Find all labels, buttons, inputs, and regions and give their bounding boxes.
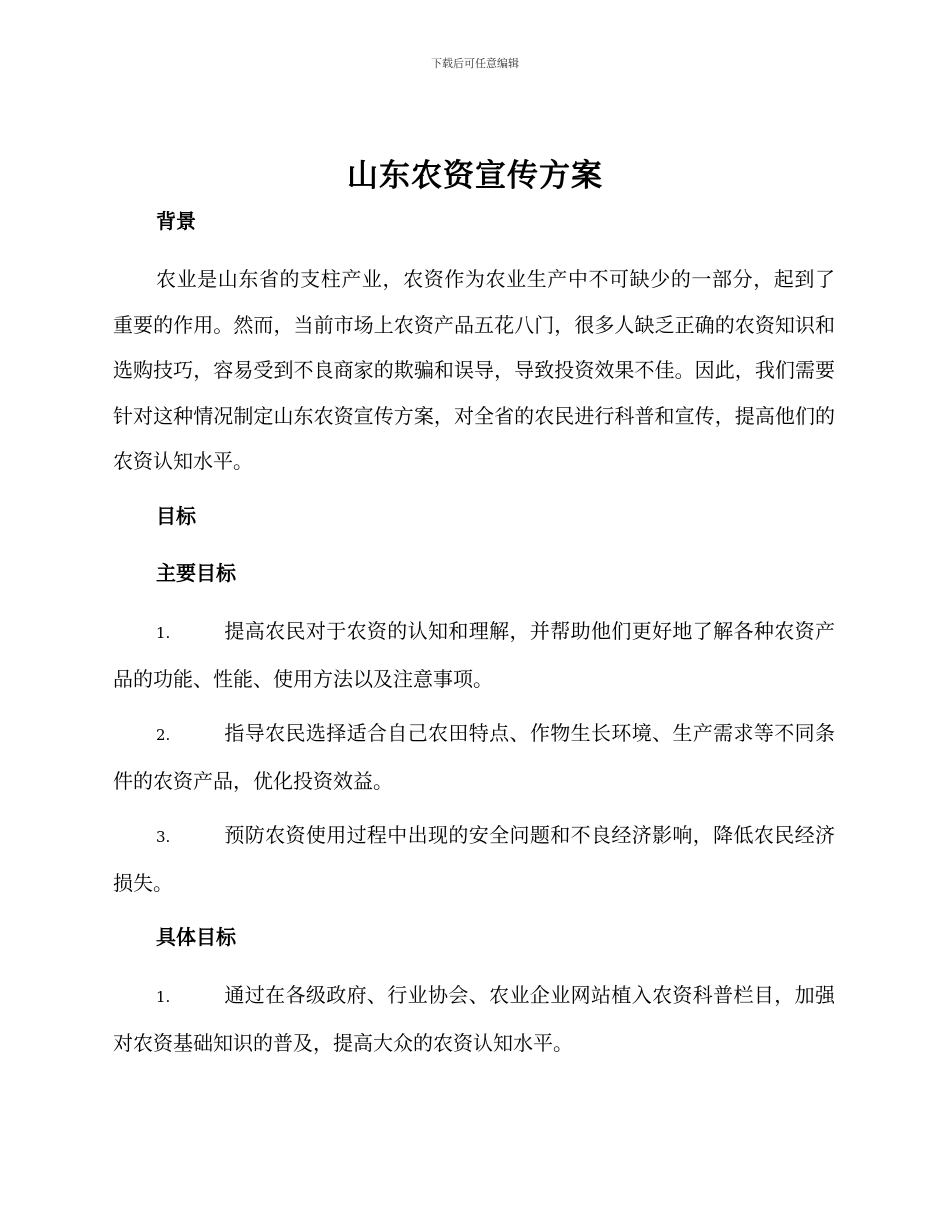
page-header-note: 下载后可任意编辑 (431, 57, 519, 70)
document-title: 山东农资宣传方案 (347, 158, 603, 194)
list-item-text: 通过在各级政府、行业协会、农业企业网站植入农资科普栏目，加强对农资基础知识的普及，提高大众的农资认知水平。 (113, 983, 835, 1055)
list-number: 1. (156, 988, 171, 1006)
main-goal-item (113, 711, 835, 804)
section-heading-goals: 目标 (156, 504, 196, 528)
list-item-text: 指导农民选择适合自己农田特点、作物生长环境、生产需求等不同条件的农资产品，优化投资效益。 (113, 721, 835, 793)
main-goal-item (113, 609, 835, 702)
main-goal-item (113, 813, 835, 906)
specific-goal-item (113, 973, 835, 1066)
list-number: 2. (156, 726, 171, 744)
list-item-text: 提高农民对于农资的认知和理解，并帮助他们更好地了解各种农资产品的功能、性能、使用方法以及注意事项。 (113, 619, 835, 691)
list-number: 3. (156, 828, 171, 846)
section-heading-background: 背景 (156, 209, 196, 233)
subsection-heading-specific-goals: 具体目标 (156, 925, 236, 949)
list-item-text: 预防农资使用过程中出现的安全问题和不良经济影响，降低农民经济损失。 (113, 823, 835, 895)
subsection-heading-main-goals: 主要目标 (156, 561, 236, 585)
list-number: 1. (156, 624, 171, 642)
background-paragraph: 农业是山东省的支柱产业，农资作为农业生产中不可缺少的一部分，起到了重要的作用。然而，当前市场上农资产品五花八门，很多人缺乏正确的农资知识和选购技巧，容易受到不良商家的欺骗和误导，导致投资效果不佳。因此，我们需要针对这种情况制定山东农资宣传方案，对全省的农民进行科普和宣传，提高他们的农资认知水平。 (113, 267, 835, 473)
